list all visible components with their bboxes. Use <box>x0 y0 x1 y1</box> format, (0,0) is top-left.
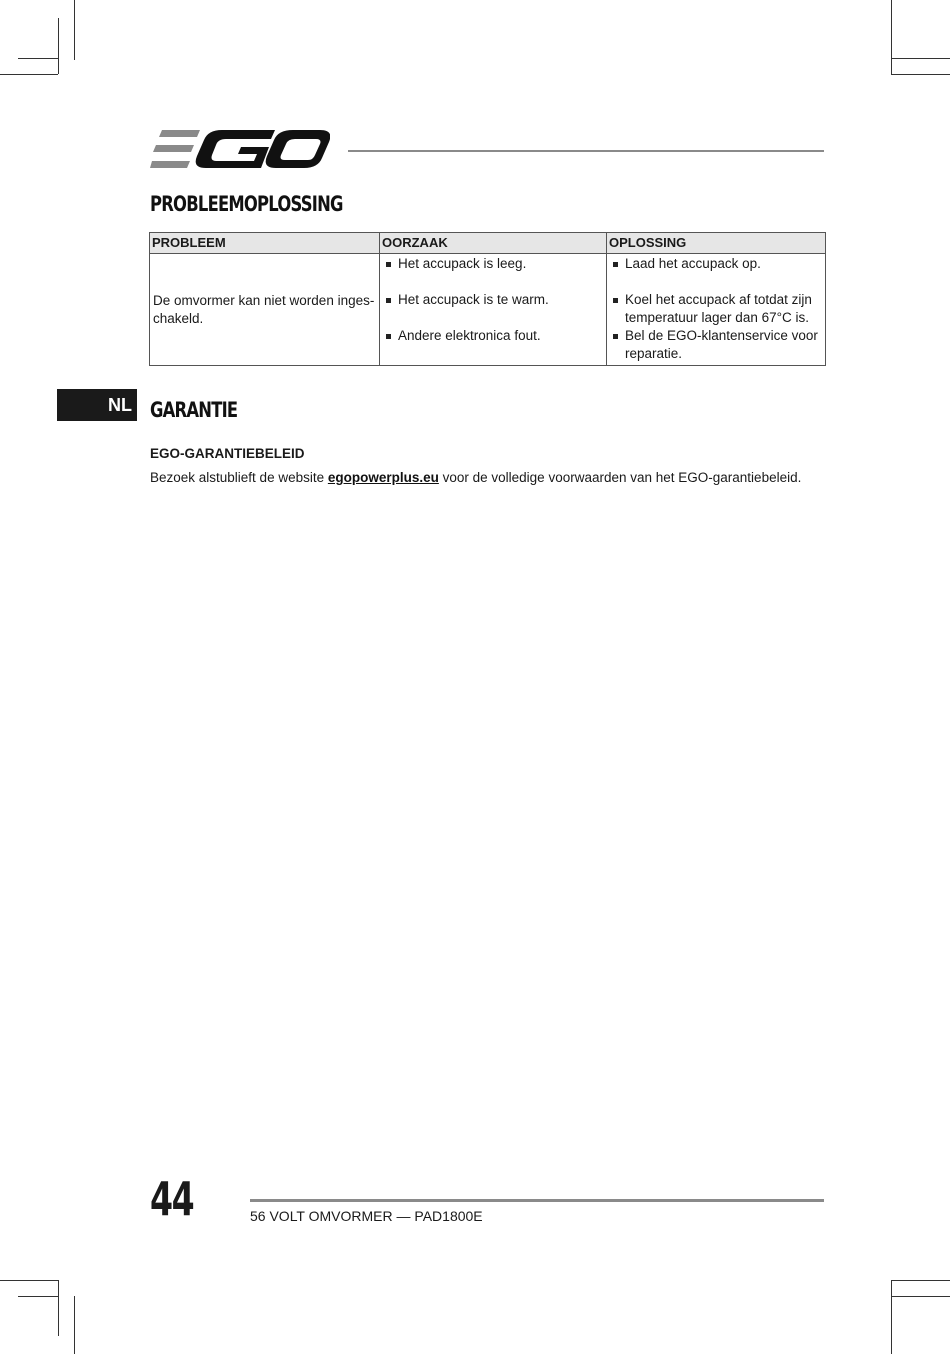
warranty-text-before: Bezoek alstublieft de website <box>150 470 328 485</box>
crop-mark <box>18 1296 58 1297</box>
column-header-solution: OPLOSSING <box>607 233 826 254</box>
header-rule <box>348 150 824 152</box>
list-item: Koel het accupack af totdat zijn temperatuur lager dan 67°C is. <box>607 291 825 327</box>
list-item: Laad het accupack op. <box>607 255 825 273</box>
crop-mark <box>891 1280 892 1354</box>
footer-rule <box>250 1199 824 1202</box>
crop-mark <box>891 0 892 74</box>
warranty-paragraph <box>150 470 801 485</box>
problem-cell: De omvormer kan niet worden inges-chakeld. <box>150 254 380 366</box>
website-link[interactable]: egopowerplus.eu <box>327 470 439 485</box>
troubleshooting-title: PROBLEEMOPLOSSING <box>150 192 343 216</box>
list-item: Het accupack is te warm. <box>380 291 606 327</box>
warranty-subheading: EGO-GARANTIEBELEID <box>150 446 305 461</box>
crop-mark <box>891 1280 950 1281</box>
crop-mark <box>58 18 59 74</box>
crop-mark <box>891 74 950 75</box>
warranty-title: GARANTIE <box>150 398 238 422</box>
cause-cell <box>380 254 607 366</box>
crop-mark <box>74 1296 75 1354</box>
crop-mark <box>58 1280 59 1336</box>
page-number: 44 <box>150 1172 194 1226</box>
list-item: Het accupack is leeg. <box>380 255 606 291</box>
crop-mark <box>0 1280 58 1281</box>
list-item: Bel de EGO-klantenservice voor reparatie. <box>607 327 825 363</box>
solution-cell <box>607 254 826 366</box>
cause-list <box>380 254 606 363</box>
crop-mark <box>0 74 58 75</box>
column-header-problem: PROBLEEM <box>150 233 380 254</box>
table-row <box>150 254 826 366</box>
crop-mark <box>891 1296 950 1297</box>
table-header-row <box>150 233 826 254</box>
crop-mark <box>74 0 75 60</box>
solution-list <box>607 254 825 365</box>
footer-product: 56 VOLT OMVORMER — PAD1800E <box>250 1208 483 1224</box>
troubleshooting-table <box>149 232 826 366</box>
crop-mark <box>891 58 950 59</box>
warranty-text-after: voor de volledige voorwaarden van het EGO-garantiebeleid. <box>438 470 802 485</box>
crop-mark <box>18 58 58 59</box>
column-header-cause: OORZAAK <box>380 233 607 254</box>
ego-logo <box>150 130 330 172</box>
list-item: Andere elektronica fout. <box>380 327 606 363</box>
language-tab: NL <box>57 389 137 421</box>
